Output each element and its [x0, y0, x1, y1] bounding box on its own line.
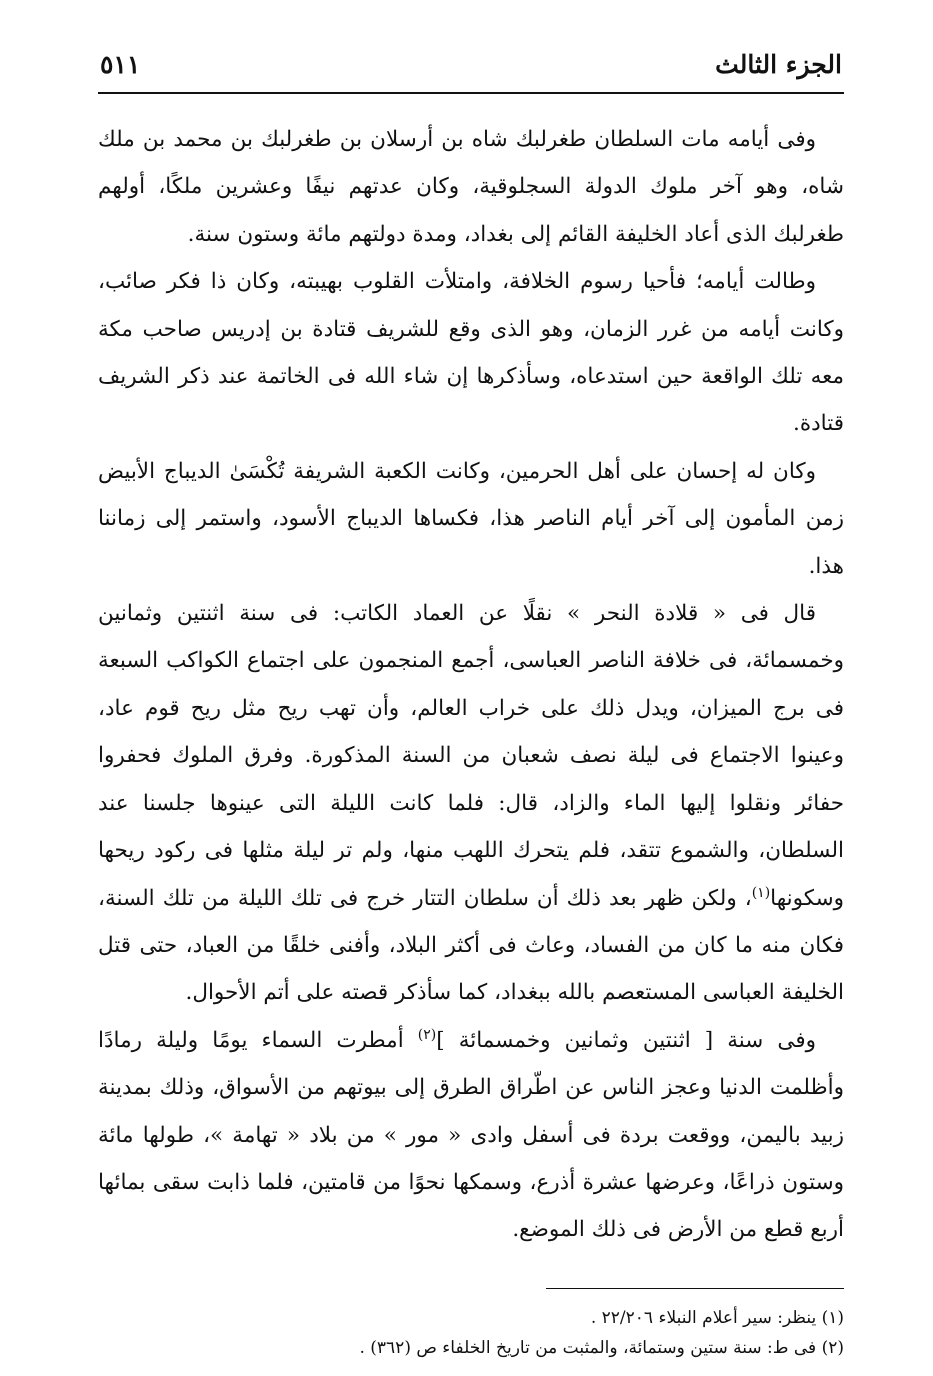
- paragraph-5-text-b: أمطرت السماء يومًا وليلة رمادًا وأظلمت الدنيا وعجز الناس عن اطّراق الطرق إلى بيوتهم من الأسواق، وذلك بمدينة زبيد باليمن، ووقعت بردة فى أسفل وادى « مور » من بلاد « تهامة »، طولها مائة وستون ذراعًا، وعرضها عشرة أذرع، وسمكها نحوًا من قامتين، فلما ذابت سقى بمائها أربع قطع من الأرض فى ذلك الموضع.: [98, 1027, 844, 1243]
- page-header: [98, 50, 844, 88]
- footnote-ref-2: (٢): [417, 1026, 437, 1043]
- footnote-rule: [546, 1288, 844, 1289]
- paragraph-3: وكان له إحسان على أهل الحرمين، وكانت الكعبة الشريفة تُكْسَىٰ الديباج الأبيض زمن المأمون إلى آخر أيام الناصر هذا، فكساها الديباج الأسود، واستمر إلى زماننا هذا.: [98, 458, 844, 579]
- paragraph-5: [98, 1017, 844, 1254]
- body-text: [98, 116, 844, 1254]
- footnote-ref-1: (١): [751, 884, 771, 901]
- paragraph-4: [98, 590, 844, 1017]
- paragraph-2: وطالت أيامه؛ فأحيا رسوم الخلافة، وامتلأت القلوب بهيبته، وكان ذا فكر صائب، وكانت أيامه من غرر الزمان، وهو الذى وقع للشريف قتادة بن إدريس صاحب مكة معه تلك الواقعة حين استدعاه، وسأذكرها إن شاء الله فى الخاتمة عند ذكر الشريف قتادة.: [98, 269, 844, 437]
- paragraph-1: وفى أيامه مات السلطان طغرلبك شاه بن أرسلان بن طغرلبك بن محمد بن ملك شاه، وهو آخر ملوك الدولة السجلوقية، وكان عدتهم نيفًا وعشرين ملكًا، أولهم طغرلبك الذى أعاد الخليفة القائم إلى بغداد، ومدة دولتهم مائة وستون سنة.: [98, 127, 844, 247]
- paragraph-4-text-b: ، ولكن ظهر بعد ذلك أن سلطان التتار خرج فى تلك الليلة من تلك السنة، فكان منه ما كان من الفساد، وعاث فى أكثر البلاد، وأفنى خلقًا من العباد، حتى قتل الخليفة العباسى المستعصم بالله ببغداد، كما سأذكر قصته على أتم الأحوال.: [98, 885, 844, 1006]
- page-number: ٥١١: [100, 50, 141, 79]
- paragraph-4-text-a: قال فى « قلادة النحر » نقلًا عن العماد الكاتب: فى سنة اثنتين وثمانين وخمسمائة، فى خلافة الناصر العباسى، أجمع المنجمون على اجتماع الكواكب السبعة فى برج الميزان، ويدل ذلك على خراب العالم، وأن تهب ريح مثل ريح قوم عاد، وعينوا الاجتماع فى ليلة نصف شعبان من السنة المذكورة. وفرق الملوك فحفروا حفائر ونقلوا إليها الماء والزاد، قال: فلما كانت الليلة التى عينوها جلسنا عند السلطان، والشموع تتقد، فلم يتحرك اللهب منها، ولم تر ليلة مثلها فى ركود ريحها وسكونها: [98, 601, 844, 911]
- header-rule: [98, 92, 844, 94]
- footnote-2: (٢) فى ط: سنة ستين وستمائة، والمثبت من تاريخ الخلفاء ص (٣٦٢) .: [359, 1337, 844, 1358]
- paragraph-5-text-a: وفى سنة [ اثنتين وثمانين وخمسمائة ]: [436, 1027, 816, 1053]
- running-title: الجزء الثالث: [715, 50, 842, 79]
- book-page: [98, 50, 844, 1363]
- footnote-1: (١) ينظر: سير أعلام النبلاء ٢٢/٢٠٦ .: [590, 1307, 844, 1328]
- footnotes: [98, 1303, 844, 1363]
